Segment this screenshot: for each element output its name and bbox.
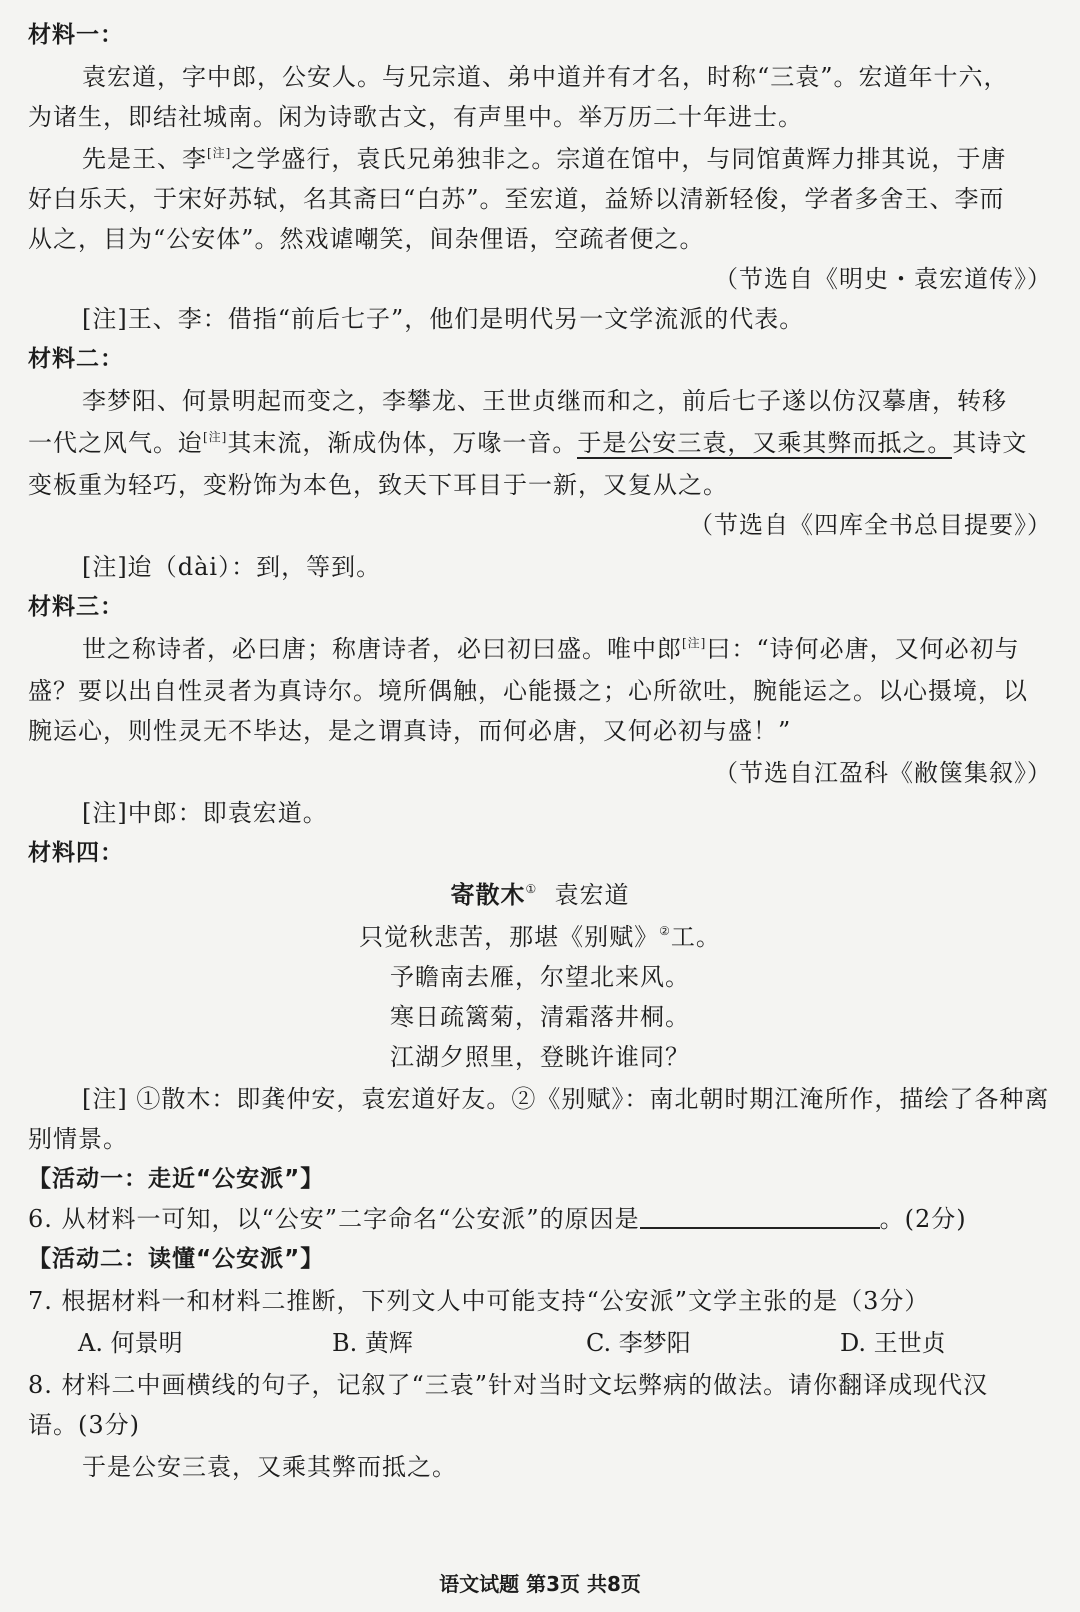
activity-1-heading: 【活动一：走近“公安派”】 [28,1166,325,1192]
page-footer: 语文试题 第3页 共8页 [439,1572,641,1596]
question-8: 8. 材料二中画横线的句子，记叙了“三袁”针对当时文坛弊病的做法。请你翻译成现代汉 [28,1371,989,1399]
material-1-note: [注]王、李：借指“前后七子”，他们是明代另一文学流派的代表。 [82,305,805,333]
material-1-line: 先是王、李[注]之学盛行，袁氏兄弟独非之。宗道在馆中，与同馆黄辉力排其说，于唐 [82,145,1007,173]
option-a[interactable]: A. 何景明 [78,1329,183,1357]
poem-line: 江湖夕照里，登眺许谁同？ [390,1043,690,1071]
note-mark: [注] [203,430,228,444]
note-mark: [注] [682,636,707,650]
material-4-note: [注] ①散木：即龚仲安，袁宏道好友。②《别赋》：南北朝时期江淹所作，描绘了各种离 [82,1085,1050,1113]
material-3-note: [注]中郎：即袁宏道。 [82,799,328,827]
option-d[interactable]: D. 王世贞 [840,1329,946,1357]
material-2-line: 李梦阳、何景明起而变之，李攀龙、王世贞继而和之，前后七子遂以仿汉摹唐，转移 [82,387,1007,415]
question-8: 语。(3分) [28,1411,140,1439]
poem-title: 寄散木① 袁宏道 [450,880,630,909]
material-1-line: 好白乐天，于宋好苏轼，名其斋曰“白苏”。至宏道，益矫以清新轻俊，学者多舍王、李而 [28,185,1005,213]
material-4-note: 别情景。 [28,1125,128,1153]
poem-line: 只觉秋悲苦，那堪《别赋》②工。 [359,923,721,951]
poem-line: 予瞻南去雁，尔望北来风。 [390,963,690,991]
material-2-source: （节选自《四库全书总目提要》） [689,511,1052,539]
material-3-line: 世之称诗者，必曰唐；称唐诗者，必曰初曰盛。唯中郎[注]曰：“诗何必唐，又何必初与 [82,635,1020,663]
option-c[interactable]: C. 李梦阳 [586,1329,691,1357]
material-1-source: （节选自《明史・袁宏道传》） [714,265,1052,293]
material-1-line: 为诸生，即结社城南。闲为诗歌古文，有声里中。举万历二十年进士。 [28,103,803,131]
question-7: 7. 根据材料一和材料二推断，下列文人中可能支持“公安派”文学主张的是（3分） [28,1287,930,1315]
material-2-line: 一代之风气。迨[注]其末流，渐成伪体，万喙一音。于是公安三袁，又乘其弊而抵之。其诗文 [28,429,1028,457]
option-b[interactable]: B. 黄辉 [332,1329,413,1357]
material-1-line: 袁宏道，字中郎，公安人。与兄宗道、弟中道并有才名，时称“三袁”。宏道年十六， [82,63,1009,91]
material-2-note: [注]迨（dài）：到，等到。 [82,553,382,581]
material-3-heading: 材料三： [28,594,124,620]
poem-author: 袁宏道 [554,881,630,909]
underlined-sentence: 于是公安三袁，又乘其弊而抵之。 [577,429,953,457]
material-1-line: 从之，目为“公安体”。然戏谑嘲笑，间杂俚语，空疏者便之。 [28,225,705,253]
material-3-line: 盛？要以出自性灵者为真诗尔。境所偶触，心能摄之；心所欲吐，腕能运之。以心摄境，以 [28,677,1028,705]
material-1-heading: 材料一： [28,22,124,48]
material-3-source: （节选自江盈科《敝箧集叙》） [714,759,1052,787]
material-4-heading: 材料四： [28,840,124,866]
activity-2-heading: 【活动二：读懂“公安派”】 [28,1246,325,1272]
question-6: 6. 从材料一可知，以“公安”二字命名“公安派”的原因是 。(2分) [28,1205,967,1233]
answer-blank[interactable] [640,1207,880,1229]
question-8-sentence: 于是公安三袁，又乘其弊而抵之。 [82,1453,457,1481]
material-2-line: 变板重为轻巧，变粉饰为本色，致天下耳目于一新，又复从之。 [28,471,728,499]
material-3-line: 腕运心，则性灵无不毕达，是之谓真诗，而何必唐，又何必初与盛！” [28,717,792,745]
note-mark: [注] [207,146,232,160]
poem-line: 寒日疏篱菊，清霜落井桐。 [390,1003,690,1031]
material-2-heading: 材料二： [28,346,124,372]
